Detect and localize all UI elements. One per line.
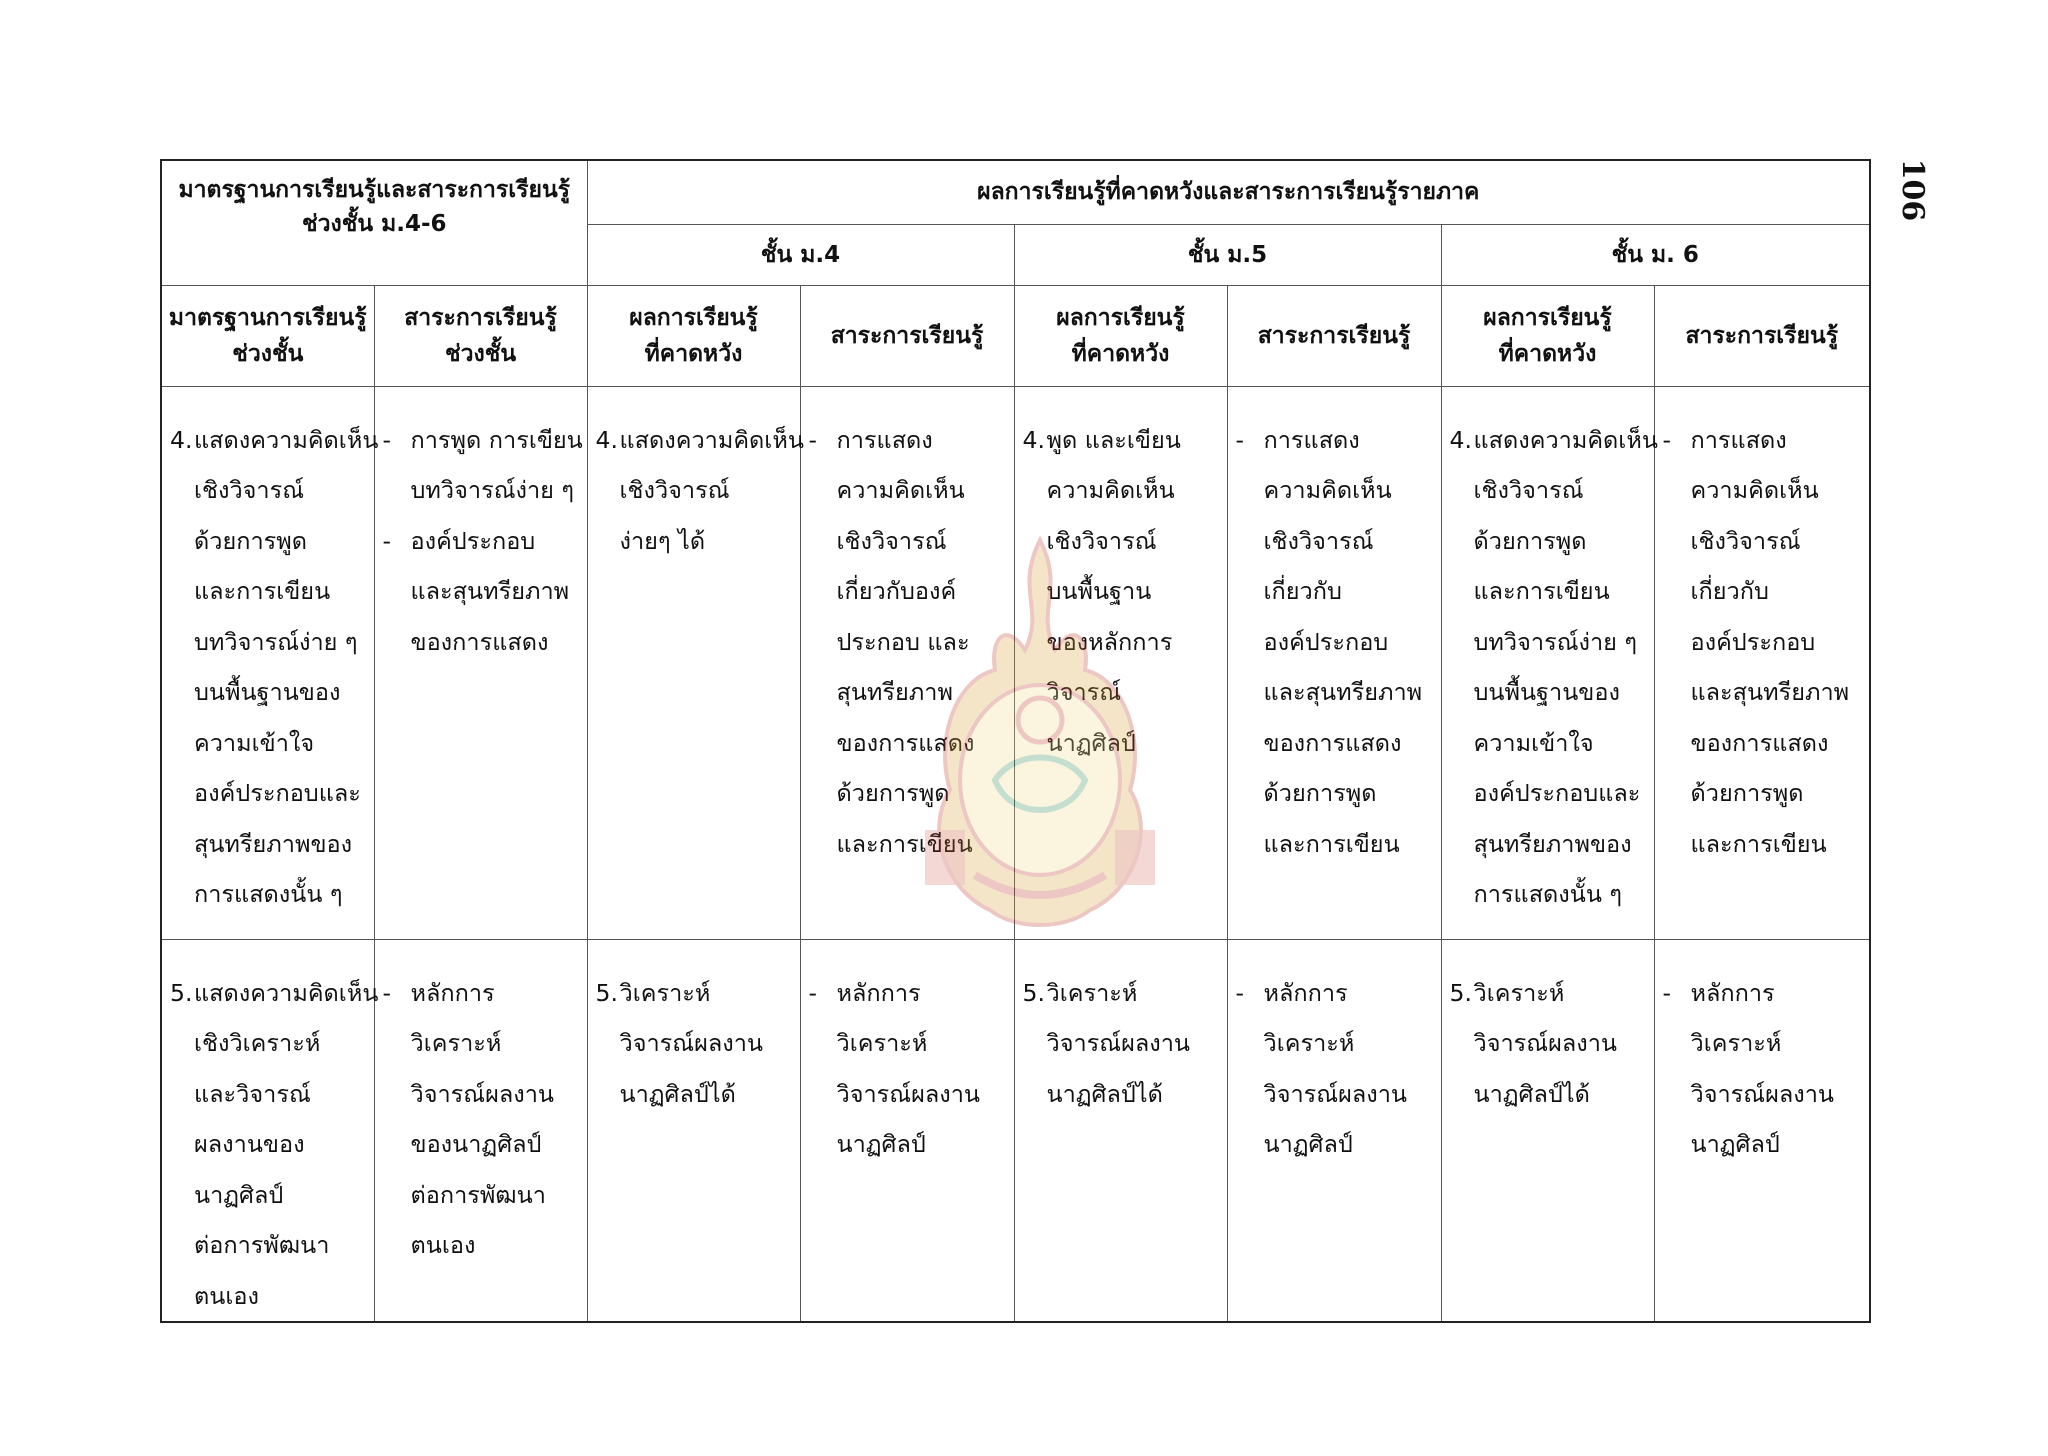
bullet-dash: -	[382, 425, 391, 454]
cell-text-line: แสดงความคิดเห็น	[194, 425, 379, 454]
cell-text-line: เกี่ยวกับ	[1263, 577, 1342, 605]
outcomes-header: ผลการเรียนรู้ที่คาดหวังและสาระการเรียนรู้รายภาค	[587, 160, 1870, 224]
cell-text-line: แสดงความคิดเห็น	[619, 425, 804, 454]
cell-text-line: และการเขียน	[836, 829, 973, 858]
cell-text-line: นาฏศิลป์	[1046, 728, 1136, 757]
table-cell	[1441, 939, 1654, 1322]
cell-text-line: ตนเอง	[194, 1281, 259, 1310]
cell-text-line: สุนทรียภาพของ	[194, 829, 353, 858]
list-item	[383, 968, 581, 1271]
cell-text-line: เชิงวิเคราะห์	[194, 1029, 321, 1057]
cell-content	[162, 940, 379, 1322]
column-header: สาระการเรียนรู้	[1227, 285, 1441, 386]
cell-text-line: สุนทรียภาพ	[836, 678, 953, 706]
cell-text-line: ความคิดเห็น	[1046, 476, 1175, 504]
list-item	[1236, 968, 1435, 1170]
cell-text-line: สุนทรียภาพของ	[1473, 829, 1632, 858]
cell-text-line: เชิงวิจารณ์	[1690, 526, 1801, 555]
cell-content	[1228, 940, 1441, 1170]
cell-text-line: ของนาฏศิลป์	[410, 1130, 542, 1158]
cell-text-line: นาฏศิลป์	[836, 1130, 926, 1158]
cell-text-line: องค์ประกอบ	[1263, 627, 1389, 656]
bullet-dash: -	[808, 425, 817, 454]
cell-text-line: บนพื้นฐาน	[1046, 577, 1152, 605]
table-cell	[161, 939, 379, 1322]
column-header: สาระการเรียนรู้	[1654, 285, 1870, 386]
cell-text-line: หลักการ	[410, 978, 495, 1007]
table-cell	[1654, 386, 1870, 939]
cell-text-line: แสดงความคิดเห็น	[194, 978, 379, 1007]
cell-text-line: ด้วยการพูด	[1263, 779, 1377, 807]
cell-content	[1015, 940, 1227, 1120]
cell-content	[1655, 387, 1870, 870]
cell-text-line: วิเคราะห์	[1263, 1029, 1355, 1057]
cell-text-line: ของการแสดง	[410, 627, 549, 656]
cell-text-line: เชิงวิจารณ์	[194, 476, 305, 504]
table-cell	[1014, 939, 1227, 1322]
header-row-3	[161, 285, 1870, 386]
cell-text-line: นาฏศิลป์ได้	[1473, 1079, 1590, 1108]
cell-text-line: เชิงวิจารณ์	[1263, 526, 1374, 555]
cell-text-line: เชิงวิจารณ์	[1046, 526, 1157, 555]
list-item	[383, 516, 581, 668]
cell-text-line: วิจารณ์ผลงาน	[1046, 1029, 1190, 1057]
cell-text-line: วิจารณ์ผลงาน	[410, 1079, 554, 1108]
item-number: 4.	[1022, 425, 1045, 454]
bullet-dash: -	[1235, 978, 1244, 1007]
cell-content	[1015, 387, 1227, 769]
cell-text-line: การพูด การเขียน	[410, 425, 583, 454]
cell-text-line: วิจารณ์ผลงาน	[1690, 1079, 1834, 1108]
cell-text-line: องค์ประกอบ	[1690, 627, 1816, 656]
cell-text-line: บทวิจารณ์ง่าย ๆ	[1473, 627, 1638, 656]
table-cell	[1014, 386, 1227, 939]
cell-text-line: การแสดง	[836, 425, 933, 454]
item-number: 5.	[1022, 978, 1045, 1007]
cell-text-line: และการเขียน	[1263, 829, 1400, 858]
column-header: ผลการเรียนรู้ ที่คาดหวัง	[1014, 285, 1227, 386]
list-item	[1023, 415, 1221, 769]
cell-text-line: การแสดงนั้น ๆ	[194, 880, 343, 908]
list-item	[596, 968, 794, 1120]
cell-text-line: วิจารณ์ผลงาน	[1473, 1029, 1617, 1057]
column-header: สาระการเรียนรู้ ช่วงชั้น	[374, 285, 587, 386]
cell-text-line: นาฏศิลป์ได้	[1046, 1079, 1163, 1108]
cell-text-line: ความเข้าใจ	[194, 728, 315, 757]
cell-text-line: เกี่ยวกับ	[1690, 577, 1769, 605]
item-number: 4.	[595, 425, 618, 454]
bullet-dash: -	[1662, 425, 1671, 454]
cell-text-line: นาฏศิลป์ได้	[619, 1079, 736, 1108]
cell-text-line: ด้วยการพูด	[1473, 526, 1587, 555]
cell-text-line: วิเคราะห์	[1690, 1029, 1782, 1057]
cell-text-line: เกี่ยวกับองค์	[836, 577, 957, 605]
table-cell	[161, 386, 379, 939]
cell-text-line: พูด และเขียน	[1046, 425, 1181, 454]
cell-content	[588, 940, 800, 1120]
cell-text-line: องค์ประกอบและ	[1473, 779, 1641, 807]
cell-text-line: เชิงวิจารณ์	[1473, 476, 1584, 504]
standards-header	[161, 160, 587, 285]
column-header: ผลการเรียนรู้ ที่คาดหวัง	[587, 285, 800, 386]
cell-text-line: แสดงความคิดเห็น	[1473, 425, 1658, 454]
grade-m5-header: ชั้น ม.5	[1014, 224, 1441, 285]
cell-text-line: ด้วยการพูด	[836, 779, 950, 807]
list-item	[1450, 968, 1648, 1120]
cell-text-line: ความเข้าใจ	[1473, 728, 1594, 757]
cell-text-line: และวิจารณ์	[194, 1079, 311, 1108]
list-item	[1236, 415, 1435, 870]
cell-text-line: องค์ประกอบและ	[194, 779, 361, 807]
cell-text-line: วิจารณ์	[1046, 678, 1122, 706]
table-row	[161, 939, 1870, 1322]
list-item	[383, 415, 581, 516]
cell-text-line: ด้วยการพูด	[194, 526, 308, 555]
list-item	[1663, 968, 1864, 1170]
cell-text-line: องค์ประกอบ	[410, 526, 536, 555]
cell-content	[1442, 387, 1658, 920]
cell-text-line: ของการแสดง	[836, 728, 975, 757]
table-cell	[1441, 386, 1658, 939]
table-cell	[374, 386, 587, 939]
item-number: 4.	[170, 425, 193, 454]
cell-text-line: วิเคราะห์	[836, 1029, 928, 1057]
bullet-dash: -	[808, 978, 817, 1007]
cell-text-line: วิจารณ์ผลงาน	[1263, 1079, 1407, 1108]
cell-text-line: ต่อการพัฒนา	[410, 1180, 546, 1209]
column-header: ผลการเรียนรู้ ที่คาดหวัง	[1441, 285, 1654, 386]
cell-text-line: และสุนทรียภาพ	[1690, 678, 1850, 706]
item-number: 5.	[595, 978, 618, 1007]
cell-content	[1655, 940, 1870, 1170]
cell-content	[375, 387, 587, 668]
cell-text-line: วิเคราะห์	[1473, 978, 1565, 1007]
header-row-1	[161, 160, 1870, 224]
bullet-dash: -	[382, 978, 391, 1007]
cell-text-line: ง่ายๆ ได้	[619, 526, 706, 555]
cell-text-line: เชิงวิจารณ์	[836, 526, 947, 555]
cell-text-line: นาฏศิลป์	[1690, 1130, 1780, 1158]
page-number: 106	[1895, 158, 1931, 222]
cell-content	[801, 387, 1014, 870]
bullet-dash: -	[1235, 425, 1244, 454]
cell-text-line: ประกอบ และ	[836, 627, 970, 656]
cell-text-line: การแสดง	[1263, 425, 1360, 454]
grade-m4-header: ชั้น ม.4	[587, 224, 1014, 285]
cell-text-line: ความคิดเห็น	[836, 476, 965, 504]
table-cell	[374, 939, 587, 1322]
cell-content	[375, 940, 587, 1271]
cell-text-line: วิเคราะห์	[1046, 978, 1138, 1007]
cell-text-line: เชิงวิจารณ์	[619, 476, 730, 504]
table-cell	[1654, 939, 1870, 1322]
cell-content	[162, 387, 379, 920]
list-item	[1663, 415, 1864, 870]
cell-text-line: นาฏศิลป์	[1263, 1130, 1353, 1158]
cell-text-line: และการเขียน	[194, 577, 331, 605]
cell-text-line: วิจารณ์ผลงาน	[619, 1029, 763, 1057]
cell-text-line: ของการแสดง	[1263, 728, 1402, 757]
cell-text-line: และสุนทรียภาพ	[410, 577, 570, 605]
cell-text-line: ความคิดเห็น	[1263, 476, 1392, 504]
list-item	[809, 968, 1008, 1170]
bullet-dash: -	[1662, 978, 1671, 1007]
cell-text-line: และสุนทรียภาพ	[1263, 678, 1423, 706]
cell-text-line: ของการแสดง	[1690, 728, 1829, 757]
cell-text-line: บนพื้นฐานของ	[194, 678, 341, 706]
table-cell	[800, 386, 1014, 939]
cell-text-line: ความคิดเห็น	[1690, 476, 1819, 504]
cell-text-line: วิเคราะห์	[410, 1029, 502, 1057]
cell-text-line: วิเคราะห์	[619, 978, 711, 1007]
standards-header-text: มาตรฐานการเรียนรู้และสาระการเรียนรู้ ช่วงชั้น ม.4-6	[178, 177, 571, 237]
cell-text-line: ผลงานของ	[194, 1130, 305, 1158]
cell-text-line: ของหลักการ	[1046, 627, 1173, 656]
cell-content	[588, 387, 804, 567]
cell-text-line: และการเขียน	[1690, 829, 1827, 858]
list-item	[809, 415, 1008, 870]
item-number: 4.	[1449, 425, 1472, 454]
list-item	[1023, 968, 1221, 1120]
cell-text-line: บนพื้นฐานของ	[1473, 678, 1620, 706]
table-cell	[1227, 386, 1441, 939]
item-number: 5.	[1449, 978, 1472, 1007]
list-item	[1449, 415, 1658, 920]
column-header: มาตรฐานการเรียนรู้ ช่วงชั้น	[161, 285, 374, 386]
list-item	[170, 415, 379, 920]
cell-text-line: ตนเอง	[410, 1231, 476, 1259]
bullet-dash: -	[382, 526, 391, 555]
cell-text-line: และการเขียน	[1473, 577, 1610, 605]
table-row	[161, 386, 1870, 939]
cell-text-line: บทวิจารณ์ง่าย ๆ	[410, 476, 575, 504]
cell-text-line: หลักการ	[836, 978, 921, 1007]
cell-text-line: ต่อการพัฒนา	[194, 1231, 330, 1259]
cell-text-line: หลักการ	[1263, 978, 1348, 1007]
list-item	[595, 415, 804, 567]
cell-text-line: บทวิจารณ์ง่าย ๆ	[194, 627, 358, 656]
cell-text-line: วิจารณ์ผลงาน	[836, 1079, 980, 1108]
item-number: 5.	[170, 978, 193, 1007]
table-cell	[587, 386, 804, 939]
cell-content	[1442, 940, 1654, 1120]
cell-content	[801, 940, 1014, 1170]
cell-text-line: การแสดงนั้น ๆ	[1473, 880, 1622, 908]
curriculum-table	[160, 159, 1871, 1323]
table-cell	[587, 939, 800, 1322]
table-cell	[800, 939, 1014, 1322]
cell-text-line: ด้วยการพูด	[1690, 779, 1804, 807]
column-header: สาระการเรียนรู้	[800, 285, 1014, 386]
cell-text-line: การแสดง	[1690, 425, 1787, 454]
table-cell	[1227, 939, 1441, 1322]
grade-m6-header: ชั้น ม. 6	[1441, 224, 1870, 285]
cell-content	[1228, 387, 1441, 870]
cell-text-line: หลักการ	[1690, 978, 1775, 1007]
cell-text-line: นาฏศิลป์	[194, 1180, 284, 1209]
list-item	[170, 968, 379, 1322]
